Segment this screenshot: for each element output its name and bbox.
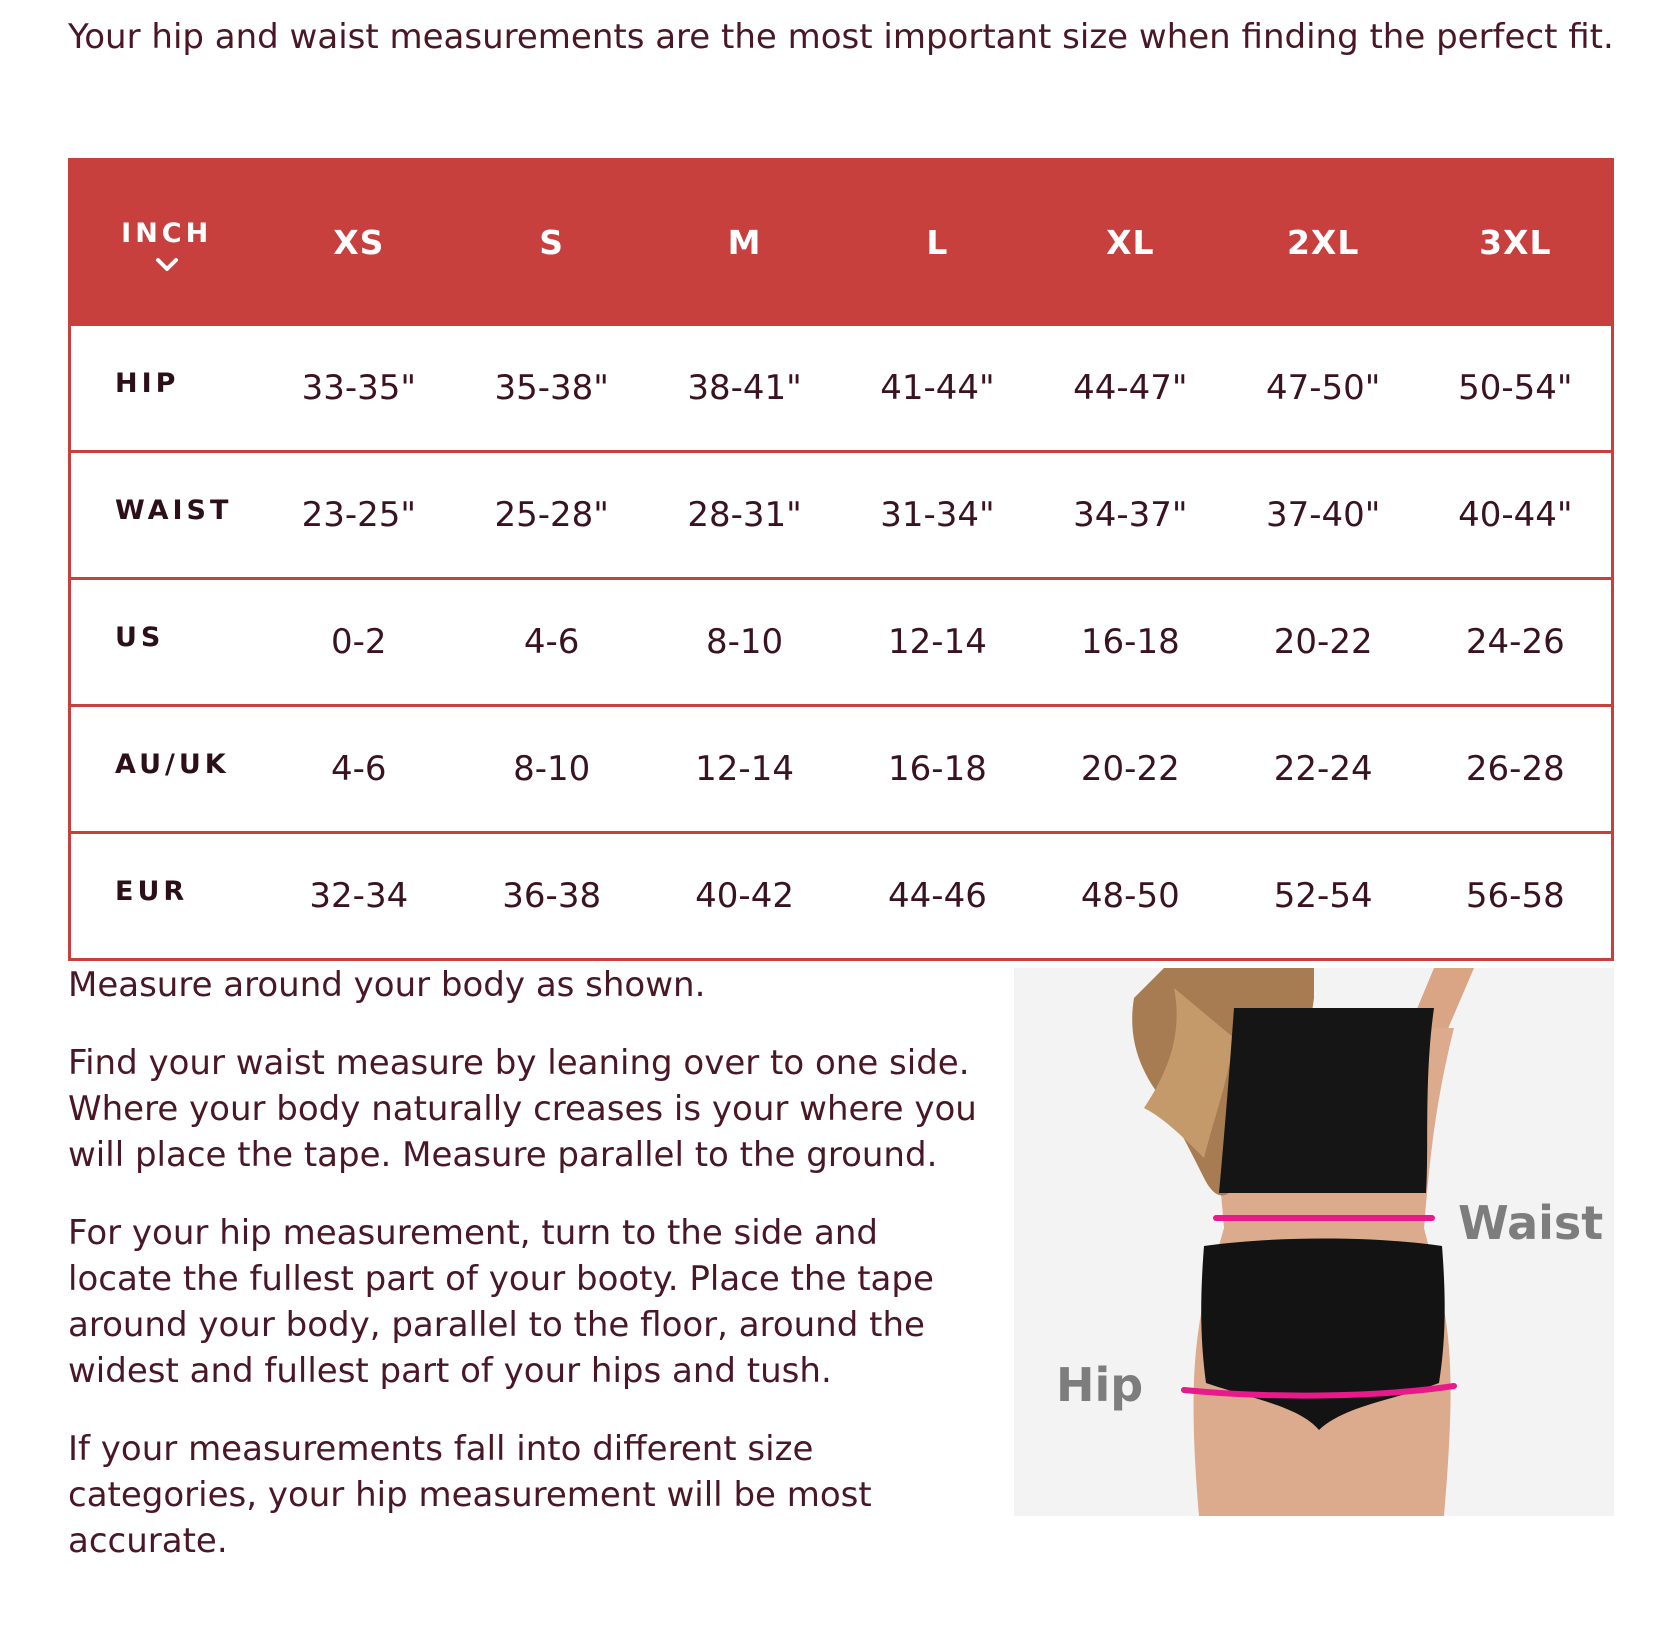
table-cell: 34-37" [1034, 452, 1227, 579]
table-row-hip [70, 325, 1613, 452]
table-cell: 22-24 [1227, 706, 1420, 833]
table-cell: 38-41" [648, 325, 841, 452]
size-header-2xl: 2XL [1227, 160, 1420, 325]
size-chart-table [68, 158, 1614, 961]
table-cell: 35-38" [455, 325, 648, 452]
table-cell: 16-18 [841, 706, 1034, 833]
waist-label: Waist [1458, 1196, 1604, 1250]
table-cell: 36-38 [455, 833, 648, 960]
instruction-paragraph: For your hip measurement, turn to the side and locate the fullest part of your booty. Place the tape around your body, parallel to the floor, around the widest and fullest part of your hips and tush. [68, 1213, 934, 1391]
size-header-xs: XS [262, 160, 455, 325]
table-cell: 23-25" [262, 452, 455, 579]
table-cell: 44-46 [841, 833, 1034, 960]
table-cell: 44-47" [1034, 325, 1227, 452]
intro-text: Your hip and waist measurements are the most important size when finding the perfect fit. [68, 17, 1614, 57]
table-cell: 20-22 [1227, 579, 1420, 706]
table-cell: 25-28" [455, 452, 648, 579]
table-row-au-uk [70, 706, 1613, 833]
table-cell: 40-44" [1420, 452, 1613, 579]
row-label: HIP [70, 325, 263, 452]
row-label: WAIST [70, 452, 263, 579]
measurement-instructions [68, 962, 988, 1596]
instruction-paragraph: Measure around your body as shown. [68, 965, 706, 1005]
table-cell: 12-14 [841, 579, 1034, 706]
size-header-l: L [841, 160, 1034, 325]
table-row-eur [70, 833, 1613, 960]
table-cell: 24-26 [1420, 579, 1613, 706]
table-cell: 8-10 [648, 579, 841, 706]
table-cell: 40-42 [648, 833, 841, 960]
size-header-m: M [648, 160, 841, 325]
hip-label: Hip [1056, 1358, 1144, 1412]
table-cell: 20-22 [1034, 706, 1227, 833]
size-header-3xl: 3XL [1420, 160, 1613, 325]
table-cell: 0-2 [262, 579, 455, 706]
table-cell: 32-34 [262, 833, 455, 960]
table-cell: 37-40" [1227, 452, 1420, 579]
table-cell: 56-58 [1420, 833, 1613, 960]
chevron-down-icon [152, 255, 182, 275]
unit-selector-label: INCH [121, 217, 213, 249]
size-header-row [70, 160, 1613, 325]
table-cell: 50-54" [1420, 325, 1613, 452]
table-cell: 41-44" [841, 325, 1034, 452]
unit-selector[interactable] [70, 160, 263, 325]
table-cell: 52-54 [1227, 833, 1420, 960]
table-cell: 48-50 [1034, 833, 1227, 960]
row-label: AU/UK [70, 706, 263, 833]
table-cell: 31-34" [841, 452, 1034, 579]
table-cell: 4-6 [262, 706, 455, 833]
row-label: US [70, 579, 263, 706]
row-label: EUR [70, 833, 263, 960]
table-cell: 47-50" [1227, 325, 1420, 452]
table-cell: 28-31" [648, 452, 841, 579]
table-row-us [70, 579, 1613, 706]
size-header-xl: XL [1034, 160, 1227, 325]
table-cell: 33-35" [262, 325, 455, 452]
table-cell: 12-14 [648, 706, 841, 833]
table-row-waist [70, 452, 1613, 579]
measurement-photo [1014, 968, 1614, 1516]
size-header-s: S [455, 160, 648, 325]
table-cell: 16-18 [1034, 579, 1227, 706]
table-cell: 4-6 [455, 579, 648, 706]
instruction-paragraph: Find your waist measure by leaning over to one side. Where your body naturally creases is your where you will place the tape. Measure parallel to the ground. [68, 1043, 977, 1175]
table-cell: 8-10 [455, 706, 648, 833]
instruction-paragraph: If your measurements fall into different size categories, your hip measurement will be most accurate. [68, 1429, 872, 1561]
table-cell: 26-28 [1420, 706, 1613, 833]
